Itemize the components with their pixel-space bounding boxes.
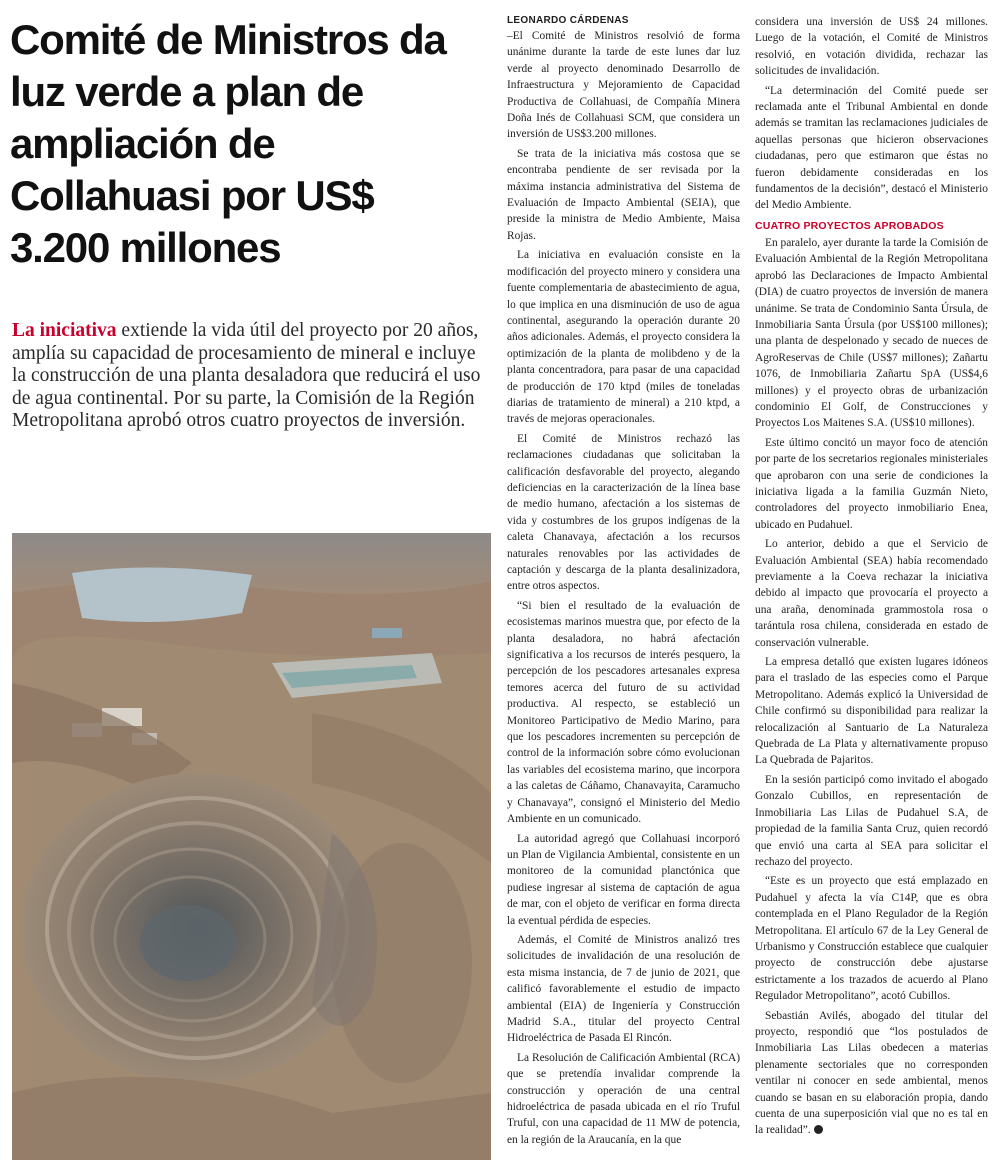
body-paragraph: “Este es un proyecto que está emplazado en Pudahuel y afecta la vía C14P, que es obra contemplada en el Plano Regulador de la Región Metropolitana. El artículo 67 de la Ley General de Urbanismo y Construcción establece que cualquier proyecto de construcción debe ajustarse estrictamente a los trazados de acuerdo al Plano Regulador Metropolitano”, acotó Cubillos. (755, 875, 988, 1003)
section-subhead: CUATRO PROYECTOS APROBADOS (755, 219, 944, 232)
article-column-1 (507, 14, 740, 1164)
body-paragraph: Se trata de la iniciativa más costosa que se encontraba pendiente de ser revisada por la máxima instancia administrativa del Sistema de Evaluación de Impacto Ambiental (SEIA), que preside la ministra de Medio Ambiente, Maisa Rojas. (507, 147, 740, 242)
body-paragraph: En paralelo, ayer durante la tarde la Comisión de Evaluación Ambiental de la Región Metropolitana aprobó las Declaraciones de Impacto Ambiental (DIA) de cuatro proyectos de inversión de manera unánime. Se trata de Condominio Santa Úrsula, de Inmobiliaria Santa Úrsula (por US$100 millones); una planta de despelonado y secado de nueces de AgroReservas de Chile (US$7 millones); Zañartu 1076, de Inmobiliaria Zañartu SpA (US$4,6 millones) y el proyecto obras de urbanización condominio El Golf, de Construcciones y Proyectos Los Maitenes S.A. (US$10 millones). (755, 236, 988, 430)
body-paragraph: “La determinación del Comité puede ser reclamada ante el Tribunal Ambiental en donde además se tramitan las reclamaciones judiciales de aquellas personas que hicieron observaciones ciudadanas, pero que estimaron que éstas no fueron debidamente consideradas en los fundamentos de la decisión”, destacó el Ministerio del Medio Ambiente. (755, 84, 988, 212)
lead-text: extiende la vida útil del proyecto por 20 años, amplía su capacidad de procesamiento de mineral e incluye la construcción de una planta desaladora que reducirá el uso de agua continental. Por su parte, la Comisión de la Región Metropolitana aprobó otros cuatro proyectos de inversión. (12, 320, 481, 431)
final-paragraph (755, 1008, 988, 1139)
byline: LEONARDO CÁRDENAS (507, 15, 629, 26)
body-paragraph: “Si bien el resultado de la evaluación de ecosistemas marinos muestra que, por efecto de la planta desaladora, no habrá afectación significativa a los recursos de interés pesquero, la percepción de los pescadores artesanales expresa temores acerca del futuro de su actividad productiva. Al respecto, se estableció un Monitoreo Participativo de Medio Marino, para que los pescadores incrementen su percepción de control de la información sobre cómo evolucionan las variables del ecosistema marino, que incorpora a las caletas de Cáñamo, Chanavayita, Caramucho y Chanavaya”, consignó el Ministerio del Medio Ambiente en un comunicado. (507, 599, 740, 826)
body-paragraph: La autoridad agregó que Collahuasi incorporó un Plan de Vigilancia Ambiental, consistente en un monitoreo de la comunidad planctónica que pudiese ingresar al sistema de captación de agua de mar, con el objeto de verificar en forma directa la eventual pérdida de especies. (507, 832, 740, 927)
body-paragraph: La Resolución de Calificación Ambiental (RCA) que se pretendía invalidar comprende la construcción y operación de una central hidroeléctrica de pasada ubicada en el río Truful Truful, con una capacidad de 11 MW de potencia, en la región de la Araucanía, en la que (507, 1051, 740, 1146)
body-paragraph: Además, el Comité de Ministros analizó tres solicitudes de invalidación de una resolución de esta misma instancia, de 7 de junio de 2021, que calificó favorablemente el estudio de impacto ambiental (EIA) de Ingeniería y Construcción Madrid S.A., titular del proyecto Central Hidroeléctrica de Pasada El Rincón. (507, 933, 740, 1045)
body-paragraph: En la sesión participó como invitado el abogado Gonzalo Cubillos, en representación de Inmobiliaria Las Lilas de Pudahuel S.A, de propiedad de la familia Santa Cruz, quien recordó que envió una carta al SEA para solicitar el rechazo del proyecto. (755, 773, 988, 868)
mine-aerial-image (12, 533, 491, 1160)
headline: Comité de Ministros da luz verde a plan de ampliación de Collahuasi por US$ 3.200 millones (10, 16, 446, 271)
body-paragraph: considera una inversión de US$ 24 millones. Luego de la votación, el Comité de Ministros resolvió, en votación dividida, rechazar las solicitudes de invalidación. (755, 16, 988, 78)
lead-paragraph (12, 320, 490, 433)
body-paragraph: –El Comité de Ministros resolvió de forma unánime durante la tarde de este lunes dar luz verde al proyecto denominado Desarrollo de Infraestructura y Mejoramiento de Capacidad Productiva de Collahuasi, de Compañía Minera Doña Inés de Collahuasi SCM, que considera un inversión de US$3.200 millones. (507, 30, 740, 141)
end-mark-icon (814, 1125, 823, 1134)
lead-kicker: La iniciativa (12, 320, 117, 341)
body-paragraph: El Comité de Ministros rechazó las reclamaciones ciudadanas que solicitaban la calificación desfavorable del proyecto, alegando deficiencias en la caracterización de la línea base de medio humano, afectación a los sistemas de vida y costumbres de los grupos indígenas de la caleta Chanavaya, afectación a los recursos naturales renovables por las actividades de captación y descarga de la planta desalinizadora, entre otros aspectos. (507, 432, 740, 593)
mine-photo (12, 533, 491, 1160)
final-paragraph-text: Sebastián Avilés, abogado del titular del proyecto, respondió que “los postulados de Inmobiliaria Las Lilas obedecen a materias plenamente sectoriales que no corresponden ventilar ni conocer en sede ambiental, menos cuando se basan en su elaboración propia, dando cuenta de una superposición vial que no es tal en la realidad”. (755, 1009, 988, 1137)
article-column-2 (755, 14, 988, 1164)
body-paragraph: La empresa detalló que existen lugares idóneos para el traslado de las especies como el Parque Metropolitano. Además explicó la Universidad de Chile confirmó su disponibilidad para realizar la relocalización al Santuario de La Naturaleza Quebrada de La Plata y alternativamente propuso La Quebrada de Pajaritos. (755, 656, 988, 767)
body-paragraph: Este último concitó un mayor foco de atención por parte de los secretarios regionales ministeriales que aprobaron con una serie de condiciones la iniciativa ligada a la familia Guzmán Nieto, controladores del proyecto inmobiliario Enea, ubicado en Pudahuel. (755, 436, 988, 531)
body-paragraph: La iniciativa en evaluación consiste en la modificación del proyecto minero y considera una fuente complementaria de abastecimiento de agua, lo que implica en una disminución de uso de agua continental, asegurando la operación durante 20 años adicionales. Además, el proyecto considera la optimización de la planta de molibdeno y de la planta concentradora, para pasar de una capacidad de producción de 170 ktpd (miles de toneladas diarias de tratamiento de mineral) a 210 ktpd, a través de mejoras operacionales. (507, 249, 740, 426)
body-paragraph: Lo anterior, debido a que el Servicio de Evaluación Ambiental (SEA) había recomendado previamente a la Coeva rechazar la iniciativa debido al impacto que provocaría el proyecto a una araña, denominada grammostola rosa o tarántula rosa chilena, considerada en estado de conservación vulnerable. (755, 538, 988, 649)
